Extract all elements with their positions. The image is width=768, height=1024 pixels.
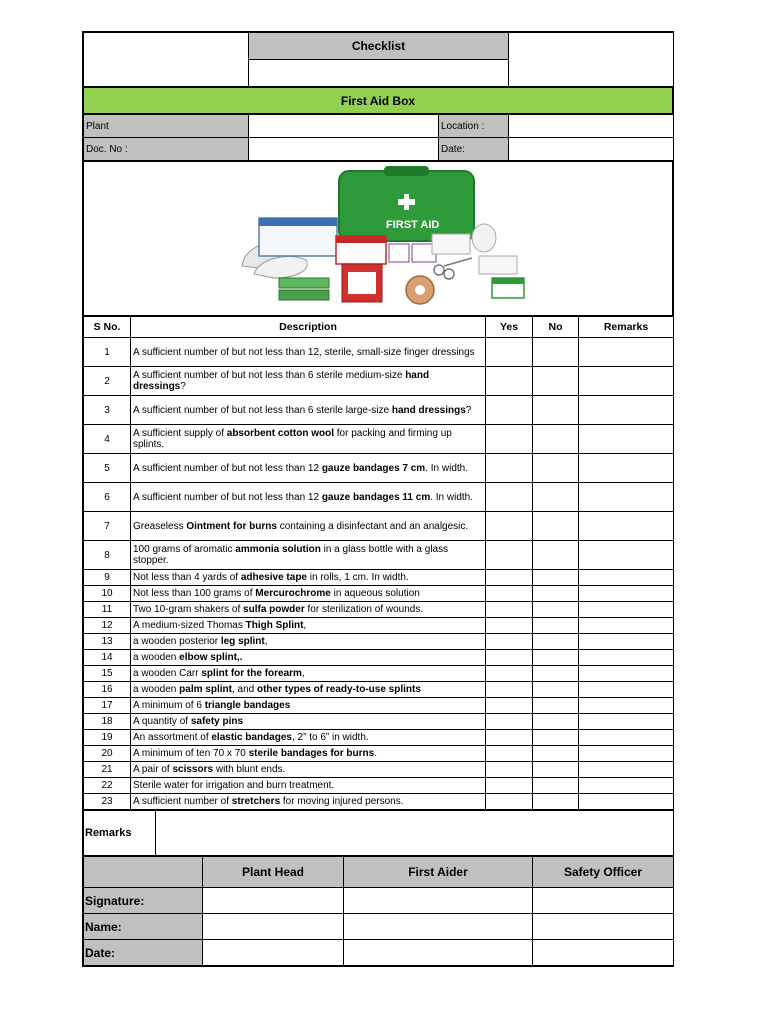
plant-field[interactable] — [249, 115, 439, 138]
item-description — [131, 570, 486, 586]
first-aid-kit-image — [234, 166, 529, 308]
table-row — [84, 618, 674, 634]
item-no-cell[interactable] — [533, 396, 579, 425]
item-description-bold: sterile bandages for burns — [248, 748, 375, 759]
item-description-text: A sufficient supply of — [133, 428, 227, 439]
item-description-bold: elastic bandages — [211, 732, 292, 743]
item-description-text: in a glass bottle with a glass stopper. — [133, 544, 449, 566]
item-no-cell[interactable] — [533, 512, 579, 541]
item-description-text: for moving injured persons. — [280, 796, 404, 807]
item-remarks-cell[interactable] — [579, 602, 674, 618]
location-field[interactable] — [509, 115, 674, 138]
signature-first-aider-field[interactable] — [344, 888, 533, 914]
col-description: Description — [131, 317, 486, 338]
table-row — [84, 541, 674, 570]
item-yes-cell[interactable] — [486, 634, 533, 650]
item-no-cell[interactable] — [533, 714, 579, 730]
table-row — [84, 794, 674, 810]
item-yes-cell[interactable] — [486, 425, 533, 454]
item-description-bold: gauze bandages 7 cm — [321, 462, 426, 474]
item-remarks-cell[interactable] — [579, 454, 674, 483]
item-description-text: . — [374, 748, 377, 759]
item-description — [131, 338, 486, 367]
item-description-text: A pair of — [133, 764, 173, 775]
table-row — [84, 586, 674, 602]
table-row — [84, 762, 674, 778]
table-row — [84, 570, 674, 586]
item-no-cell[interactable] — [533, 570, 579, 586]
item-description — [131, 586, 486, 602]
item-description-bold: hand dressings — [391, 404, 466, 416]
item-sno: 11 — [84, 602, 131, 618]
item-description-text: containing a disinfectant and an analgesic. — [276, 520, 469, 532]
item-sno: 19 — [84, 730, 131, 746]
item-description-bold: palm splint — [179, 684, 232, 695]
item-description — [131, 650, 486, 666]
item-remarks-cell[interactable] — [579, 541, 674, 570]
item-description — [131, 762, 486, 778]
table-row — [84, 512, 674, 541]
date-first-aider-field[interactable] — [344, 940, 533, 966]
item-remarks-cell[interactable] — [579, 698, 674, 714]
col-remarks: Remarks — [579, 317, 674, 338]
item-sno: 5 — [84, 454, 131, 483]
item-remarks-cell[interactable] — [579, 618, 674, 634]
item-description-bold: safety pins — [190, 716, 244, 727]
item-sno: 17 — [84, 698, 131, 714]
band-table — [83, 87, 673, 114]
item-yes-cell[interactable] — [486, 602, 533, 618]
item-description-text: in aqueous solution — [330, 588, 420, 599]
name-first-aider-field[interactable] — [344, 914, 533, 940]
item-sno: 21 — [84, 762, 131, 778]
item-sno: 22 — [84, 778, 131, 794]
header-table — [83, 32, 674, 87]
item-description-text: . In width. — [430, 491, 474, 503]
role-plant-head: Plant Head — [203, 857, 344, 888]
col-yes: Yes — [486, 317, 533, 338]
item-description — [131, 367, 486, 396]
image-table — [83, 161, 673, 316]
item-description-text: A minimum of ten 70 x 70 — [133, 748, 249, 759]
item-yes-cell[interactable] — [486, 794, 533, 810]
role-first-aider: First Aider — [344, 857, 533, 888]
name-plant-head-field[interactable] — [203, 914, 344, 940]
item-description-text: . In width. — [425, 462, 469, 474]
item-no-cell[interactable] — [533, 338, 579, 367]
item-remarks-cell[interactable] — [579, 650, 674, 666]
item-sno: 13 — [84, 634, 131, 650]
item-yes-cell[interactable] — [486, 618, 533, 634]
item-remarks-cell[interactable] — [579, 634, 674, 650]
item-description-bold: absorbent cotton wool — [226, 428, 334, 439]
item-no-cell[interactable] — [533, 483, 579, 512]
table-row — [84, 602, 674, 618]
name-safety-officer-field[interactable] — [533, 914, 674, 940]
item-remarks-cell[interactable] — [579, 512, 674, 541]
item-description-text: , and — [231, 684, 257, 695]
items-table — [83, 316, 674, 810]
item-description-text: in rolls, 1 cm. In width. — [307, 572, 409, 583]
table-row — [84, 396, 674, 425]
item-yes-cell[interactable] — [486, 586, 533, 602]
item-no-cell[interactable] — [533, 367, 579, 396]
item-sno: 23 — [84, 794, 131, 810]
item-description-text: Greaseless — [133, 520, 187, 532]
items-header-row — [84, 317, 674, 338]
item-yes-cell[interactable] — [486, 570, 533, 586]
remarks-table — [83, 810, 674, 856]
item-yes-cell[interactable] — [486, 454, 533, 483]
checklist-subtitle-field[interactable] — [249, 60, 509, 87]
item-description-bold: adhesive tape — [240, 572, 307, 583]
item-sno: 10 — [84, 586, 131, 602]
table-row — [84, 338, 674, 367]
item-no-cell[interactable] — [533, 746, 579, 762]
plant-label: Plant — [84, 115, 249, 138]
item-description-text: A sufficient number of but not less than 6 sterile large-size — [133, 404, 392, 416]
item-yes-cell[interactable] — [486, 541, 533, 570]
item-no-cell[interactable] — [533, 541, 579, 570]
item-remarks-cell[interactable] — [579, 778, 674, 794]
item-description-text: ? — [180, 381, 186, 392]
item-description — [131, 425, 486, 454]
kit-label-text: FIRST AID — [386, 219, 440, 231]
item-no-cell[interactable] — [533, 762, 579, 778]
item-yes-cell[interactable] — [486, 512, 533, 541]
item-description-bold: triangle bandages — [204, 700, 291, 711]
item-description — [131, 698, 486, 714]
item-sno: 4 — [84, 425, 131, 454]
signoff-corner — [84, 857, 203, 888]
signature-safety-officer-field[interactable] — [533, 888, 674, 914]
item-description-bold: splint for the forearm — [201, 668, 302, 679]
table-row — [84, 682, 674, 698]
item-description-bold: other types of ready-to-use splints — [256, 684, 421, 695]
item-description — [131, 778, 486, 794]
item-no-cell[interactable] — [533, 602, 579, 618]
table-row — [84, 746, 674, 762]
item-no-cell[interactable] — [533, 454, 579, 483]
item-yes-cell[interactable] — [486, 698, 533, 714]
item-sno: 9 — [84, 570, 131, 586]
item-yes-cell[interactable] — [486, 730, 533, 746]
item-description — [131, 618, 486, 634]
signature-plant-head-field[interactable] — [203, 888, 344, 914]
item-yes-cell[interactable] — [486, 396, 533, 425]
item-sno: 2 — [84, 367, 131, 396]
date-safety-officer-field[interactable] — [533, 940, 674, 966]
table-row — [84, 454, 674, 483]
header-blank-right — [509, 33, 674, 87]
item-description-text: for sterilization of wounds. — [304, 604, 424, 615]
item-description-bold: sulfa powder — [243, 604, 305, 615]
item-yes-cell[interactable] — [486, 762, 533, 778]
item-description-bold: Thigh Splint — [245, 620, 304, 631]
location-label: Location : — [439, 115, 509, 138]
item-description-text: for packing and firming up splints. — [133, 428, 452, 450]
item-yes-cell[interactable] — [486, 367, 533, 396]
item-remarks-cell[interactable] — [579, 396, 674, 425]
item-remarks-cell[interactable] — [579, 586, 674, 602]
item-description — [131, 730, 486, 746]
date-label: Date: — [439, 138, 509, 161]
item-description-text: 100 grams of aromatic — [133, 544, 236, 555]
item-description — [131, 634, 486, 650]
item-description-text: A sufficient number of but not less than 12, sterile, small-size finger dressings — [133, 346, 475, 358]
item-description — [131, 454, 486, 483]
item-description-bold: scissors — [172, 764, 214, 775]
item-description-text: A sufficient number of but not less than 12 — [133, 491, 322, 503]
item-description — [131, 682, 486, 698]
table-row — [84, 634, 674, 650]
table-row — [84, 730, 674, 746]
checklist-sheet — [82, 31, 674, 967]
item-description-text: , 2” to 6” in width. — [291, 732, 369, 743]
item-no-cell[interactable] — [533, 778, 579, 794]
item-yes-cell[interactable] — [486, 778, 533, 794]
meta-table — [83, 114, 674, 161]
item-sno: 15 — [84, 666, 131, 682]
item-yes-cell[interactable] — [486, 650, 533, 666]
item-description-bold: Mercurochrome — [255, 588, 331, 599]
item-no-cell[interactable] — [533, 618, 579, 634]
first-aid-kit-image-cell — [84, 162, 673, 316]
date-signoff-label: Date: — [84, 940, 203, 966]
item-description-text: A medium-sized Thomas — [133, 620, 246, 631]
item-description-text: Not less than 100 grams of — [133, 588, 256, 599]
item-sno: 3 — [84, 396, 131, 425]
header-blank-left — [84, 33, 249, 87]
item-description-text: Two 10-gram shakers of — [133, 604, 244, 615]
table-row — [84, 778, 674, 794]
item-sno: 18 — [84, 714, 131, 730]
item-remarks-cell[interactable] — [579, 714, 674, 730]
remarks-field[interactable] — [156, 811, 674, 856]
item-description-bold: hand dressings — [133, 370, 430, 392]
doc-no-field[interactable] — [249, 138, 439, 161]
item-description-text: a wooden — [133, 652, 180, 663]
table-row — [84, 483, 674, 512]
item-remarks-cell[interactable] — [579, 794, 674, 810]
item-description-text: A quantity of — [133, 716, 191, 727]
item-description — [131, 794, 486, 810]
item-description — [131, 396, 486, 425]
item-description-text: a wooden — [133, 684, 180, 695]
item-remarks-cell[interactable] — [579, 570, 674, 586]
item-no-cell[interactable] — [533, 425, 579, 454]
item-description-text: , — [303, 620, 307, 631]
item-remarks-cell[interactable] — [579, 367, 674, 396]
item-description-text: , — [301, 668, 305, 679]
item-no-cell[interactable] — [533, 634, 579, 650]
item-remarks-cell[interactable] — [579, 746, 674, 762]
item-no-cell[interactable] — [533, 730, 579, 746]
item-remarks-cell[interactable] — [579, 682, 674, 698]
item-description-text: A sufficient number of but not less than 6 sterile medium-size — [133, 370, 406, 381]
item-description-bold: gauze bandages 11 cm — [321, 491, 431, 503]
name-label: Name: — [84, 914, 203, 940]
item-remarks-cell[interactable] — [579, 666, 674, 682]
table-row — [84, 666, 674, 682]
item-no-cell[interactable] — [533, 698, 579, 714]
item-description-text: A sufficient number of — [133, 796, 232, 807]
item-sno: 12 — [84, 618, 131, 634]
item-description — [131, 714, 486, 730]
item-remarks-cell[interactable] — [579, 483, 674, 512]
signoff-table — [83, 856, 674, 966]
item-description-text: Sterile water for irrigation and burn treatment. — [133, 780, 335, 791]
item-sno: 14 — [84, 650, 131, 666]
item-description-bold: ammonia solution — [235, 544, 321, 555]
item-description — [131, 483, 486, 512]
table-row — [84, 698, 674, 714]
item-sno: 20 — [84, 746, 131, 762]
item-yes-cell[interactable] — [486, 714, 533, 730]
item-yes-cell[interactable] — [486, 682, 533, 698]
checklist-title: Checklist — [249, 33, 509, 60]
item-description-text: , — [264, 636, 268, 647]
item-remarks-cell[interactable] — [579, 425, 674, 454]
table-row — [84, 650, 674, 666]
item-description-bold: stretchers — [231, 796, 281, 807]
item-sno: 8 — [84, 541, 131, 570]
date-field[interactable] — [509, 138, 674, 161]
item-yes-cell[interactable] — [486, 666, 533, 682]
item-description — [131, 666, 486, 682]
item-no-cell[interactable] — [533, 666, 579, 682]
item-no-cell[interactable] — [533, 586, 579, 602]
item-no-cell[interactable] — [533, 794, 579, 810]
item-description-text: Not less than 4 yards of — [133, 572, 241, 583]
item-description-bold: leg splint — [220, 636, 265, 647]
section-band-first-aid-box: First Aid Box — [84, 88, 673, 114]
item-description — [131, 541, 486, 570]
item-sno: 7 — [84, 512, 131, 541]
item-remarks-cell[interactable] — [579, 338, 674, 367]
item-description-text: An assortment of — [133, 732, 212, 743]
item-description — [131, 512, 486, 541]
table-row — [84, 714, 674, 730]
item-sno: 1 — [84, 338, 131, 367]
item-remarks-cell[interactable] — [579, 762, 674, 778]
doc-no-label: Doc. No : — [84, 138, 249, 161]
item-description-bold: elbow splint,. — [179, 652, 243, 663]
item-no-cell[interactable] — [533, 650, 579, 666]
item-sno: 6 — [84, 483, 131, 512]
item-description-text: with blunt ends. — [213, 764, 286, 775]
items-body — [84, 338, 674, 810]
item-sno: 16 — [84, 682, 131, 698]
item-description-text: ? — [465, 404, 472, 416]
date-plant-head-field[interactable] — [203, 940, 344, 966]
table-row — [84, 367, 674, 396]
item-description-text: a wooden posterior — [133, 636, 221, 647]
item-description-bold: Ointment for burns — [186, 520, 277, 532]
item-description-text: A sufficient number of but not less than 12 — [133, 462, 322, 474]
item-description — [131, 602, 486, 618]
item-yes-cell[interactable] — [486, 338, 533, 367]
col-sno: S No. — [84, 317, 131, 338]
item-yes-cell[interactable] — [486, 483, 533, 512]
col-no: No — [533, 317, 579, 338]
item-yes-cell[interactable] — [486, 746, 533, 762]
item-description — [131, 746, 486, 762]
item-description-text: a wooden Carr — [133, 668, 202, 679]
remarks-label: Remarks — [84, 811, 156, 856]
item-remarks-cell[interactable] — [579, 730, 674, 746]
item-description-text: A minimum of 6 — [133, 700, 205, 711]
table-row — [84, 425, 674, 454]
role-safety-officer: Safety Officer — [533, 857, 674, 888]
signature-label: Signature: — [84, 888, 203, 914]
item-no-cell[interactable] — [533, 682, 579, 698]
